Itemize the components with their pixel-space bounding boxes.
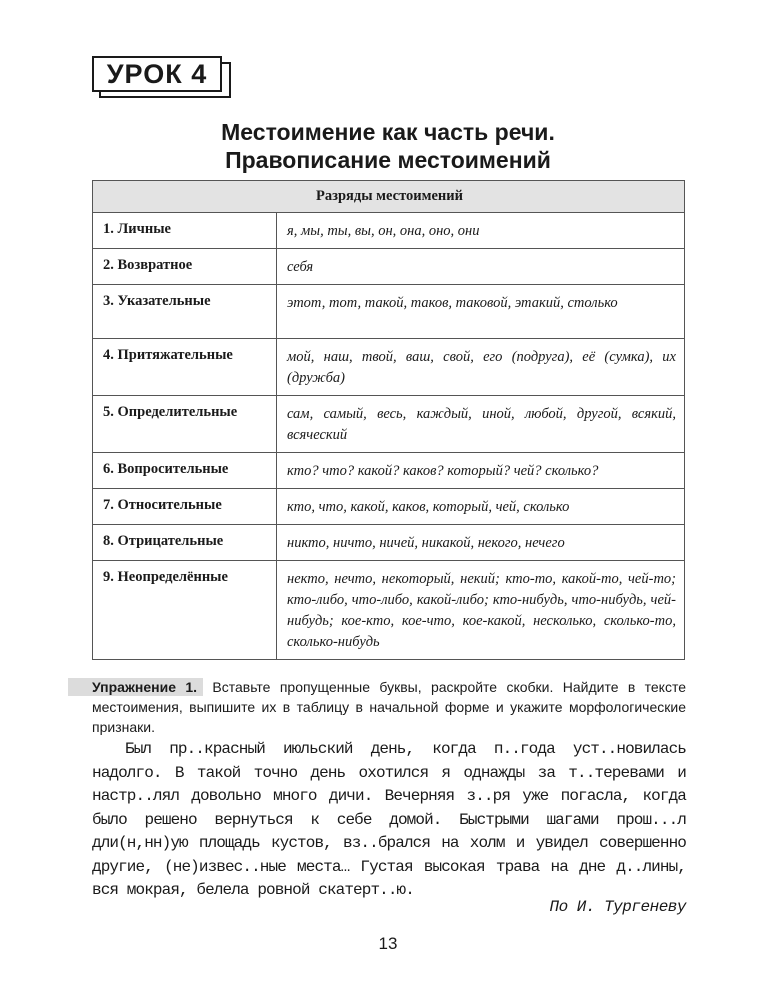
category-cell: 7. Относительные — [93, 489, 277, 525]
title-line-1: Местоимение как часть речи. — [221, 119, 555, 145]
examples-cell: кто? что? какой? каков? который? чей? сколько? — [277, 453, 685, 489]
category-cell: 4. Притяжательные — [93, 339, 277, 396]
category-cell: 3. Указательные — [93, 285, 277, 339]
examples-cell: мой, наш, твой, ваш, свой, его (подруга), её (сумка), их (дружба) — [277, 339, 685, 396]
category-cell: 9. Неопределённые — [93, 561, 277, 660]
exercise-instruction — [92, 677, 686, 737]
table-header: Разряды местоимений — [93, 181, 685, 213]
examples-cell: сам, самый, весь, каждый, иной, любой, другой, всякий, всяческий — [277, 396, 685, 453]
table-row — [93, 285, 685, 339]
table-row — [93, 249, 685, 285]
category-cell: 8. Отрицательные — [93, 525, 277, 561]
category-cell: 1. Личные — [93, 213, 277, 249]
table-row — [93, 396, 685, 453]
examples-cell: некто, нечто, некоторый, некий; кто-то, какой-то, чей-то; кто-либо, что-либо, какой-либо; кто-нибудь, что-нибудь, чей-нибудь; кое-кто, кое-что, кое-какой, несколько, сколько-то, сколько-нибудь — [277, 561, 685, 660]
category-cell: 6. Вопросительные — [93, 453, 277, 489]
exercise-story-text: Был пр..красный июльский день, когда п..года уст..новилась надолго. В такой точно день охотился я однажды за т..теревами и настр..лял довольно много дичи. Вечерняя з..ря уже погасла, когда было решено вернуться к себе домой. Быстрыми шагами прош...л дли(н,нн)ую площадь кустов, вз..брался на холм и увидел совершенно другие, (не)извес..ные места… Густая высокая трава на дне д..лины, вся мокрая, белела ровной скатерт..ю. — [92, 740, 686, 899]
category-cell: 5. Определительные — [93, 396, 277, 453]
title-line-2: Правописание местоимений — [225, 147, 551, 173]
table-row — [93, 339, 685, 396]
examples-cell: кто, что, какой, каков, который, чей, сколько — [277, 489, 685, 525]
pronoun-categories-table — [92, 180, 685, 660]
exercise-text: Вставьте пропущенные буквы, раскройте скобки. Найдите в тексте местоимения, выпишите их в таблицу в начальной форме и укажите морфологические признаки. — [92, 679, 687, 735]
page-number: 13 — [378, 934, 398, 953]
lesson-badge — [92, 56, 228, 96]
page-title — [0, 118, 776, 174]
table-row — [93, 489, 685, 525]
author-attribution: По И. Тургеневу — [549, 898, 686, 916]
category-cell: 2. Возвратное — [93, 249, 277, 285]
examples-cell: этот, тот, такой, таков, таковой, этакий, столько — [277, 285, 685, 339]
lesson-label: УРОК 4 — [92, 56, 222, 92]
examples-cell: себя — [277, 249, 685, 285]
table-row — [93, 525, 685, 561]
table-row — [93, 561, 685, 660]
table-row — [93, 213, 685, 249]
exercise-label: Упражнение 1. — [68, 678, 203, 696]
examples-cell: никто, ничто, ничей, никакой, некого, нечего — [277, 525, 685, 561]
table-row — [93, 453, 685, 489]
examples-cell: я, мы, ты, вы, он, она, оно, они — [277, 213, 685, 249]
